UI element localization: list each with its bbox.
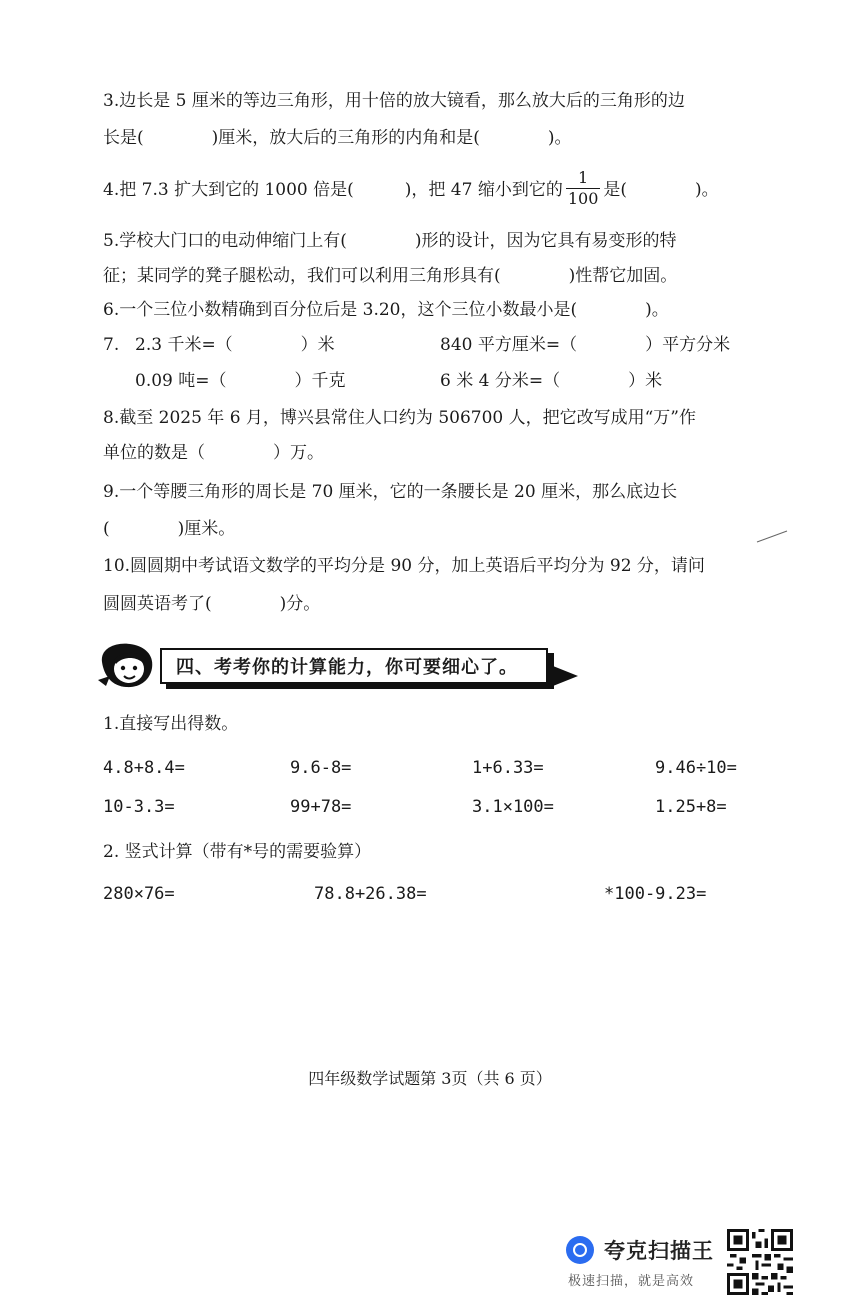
question-5-line-2: 征；某同学的凳子腿松动，我们可以利用三角形具有( )性帮它加固。 <box>103 266 678 286</box>
calc-item: 3.1×100= <box>472 797 554 817</box>
calc-item: 99+78= <box>290 797 352 817</box>
scanner-watermark <box>566 1230 726 1292</box>
question-6: 6.一个三位小数精确到百分位后是 3.20，这个三位小数最小是( )。 <box>103 300 669 320</box>
watermark-slogan: 极速扫描，就是高效 <box>568 1274 695 1289</box>
question-3-line-2: 长是( )厘米，放大后的三角形的内角和是( )。 <box>103 128 572 148</box>
question-7-item-2: 840 平方厘米=（ ）平方分米 <box>440 335 731 355</box>
student-mascot-icon <box>96 640 162 690</box>
vertical-calc-item: *100-9.23= <box>604 884 707 904</box>
vertical-calc-item: 280×76= <box>103 884 175 904</box>
part-1-heading: 1.直接写出得数。 <box>103 714 239 734</box>
section-4-title: 四、考考你的计算能力，你可要细心了。 <box>176 657 518 678</box>
question-8-line-1: 8.截至 2025 年 6 月，博兴县常住人口约为 506700 人，把它改写成用“万”作 <box>103 408 696 428</box>
question-4 <box>103 168 719 209</box>
calc-item: 9.46÷10= <box>655 758 737 778</box>
question-10-line-2: 圆圆英语考了( )分。 <box>103 594 321 614</box>
calc-item: 10-3.3= <box>103 797 175 817</box>
banner-arrow-tail <box>548 664 578 688</box>
watermark-brand: 夸克扫描王 <box>604 1239 714 1263</box>
question-10-line-1: 10.圆圆期中考试语文数学的平均分是 90 分，加上英语后平均分为 92 分，请问 <box>103 556 705 576</box>
calc-item: 1.25+8= <box>655 797 727 817</box>
qr-code-icon <box>727 1229 793 1295</box>
page-footer: 四年级数学试题第 3页（共 6 页） <box>308 1069 552 1088</box>
question-7-item-3: 0.09 吨=（ ）千克 <box>135 371 346 391</box>
question-3-line-1: 3.边长是 5 厘米的等边三角形，用十倍的放大镜看，那么放大后的三角形的边 <box>103 91 685 111</box>
calc-item: 1+6.33= <box>472 758 544 778</box>
question-9-line-1: 9.一个等腰三角形的周长是 70 厘米，它的一条腰长是 20 厘米，那么底边长 <box>103 482 678 502</box>
question-8-line-2: 单位的数是（ ）万。 <box>103 443 324 463</box>
calc-item: 4.8+8.4= <box>103 758 185 778</box>
section-4-banner <box>160 648 548 684</box>
pencil-scratch-mark <box>755 528 789 544</box>
question-7-item-4: 6 米 4 分米=（ ）米 <box>440 371 663 391</box>
fraction-denominator: 100 <box>567 189 599 208</box>
question-7-item-1: 2.3 千米=（ ）米 <box>135 335 335 355</box>
question-7-number: 7. <box>103 335 120 355</box>
fraction-numerator: 1 <box>578 168 589 187</box>
quark-logo-icon <box>566 1236 594 1264</box>
vertical-calc-item: 78.8+26.38= <box>314 884 427 904</box>
question-5-line-1: 5.学校大门口的电动伸缩门上有( )形的设计，因为它具有易变形的特 <box>103 231 677 251</box>
fraction-one-hundredth <box>566 170 601 207</box>
question-4-text-before: 4.把 7.3 扩大到它的 1000 倍是( )，把 47 缩小到它的 <box>103 180 563 200</box>
calc-item: 9.6-8= <box>290 758 352 778</box>
question-9-line-2: ( )厘米。 <box>103 519 236 539</box>
question-4-text-after: 是( )。 <box>603 180 719 200</box>
part-2-heading: 2. 竖式计算（带有*号的需要验算） <box>103 842 372 862</box>
